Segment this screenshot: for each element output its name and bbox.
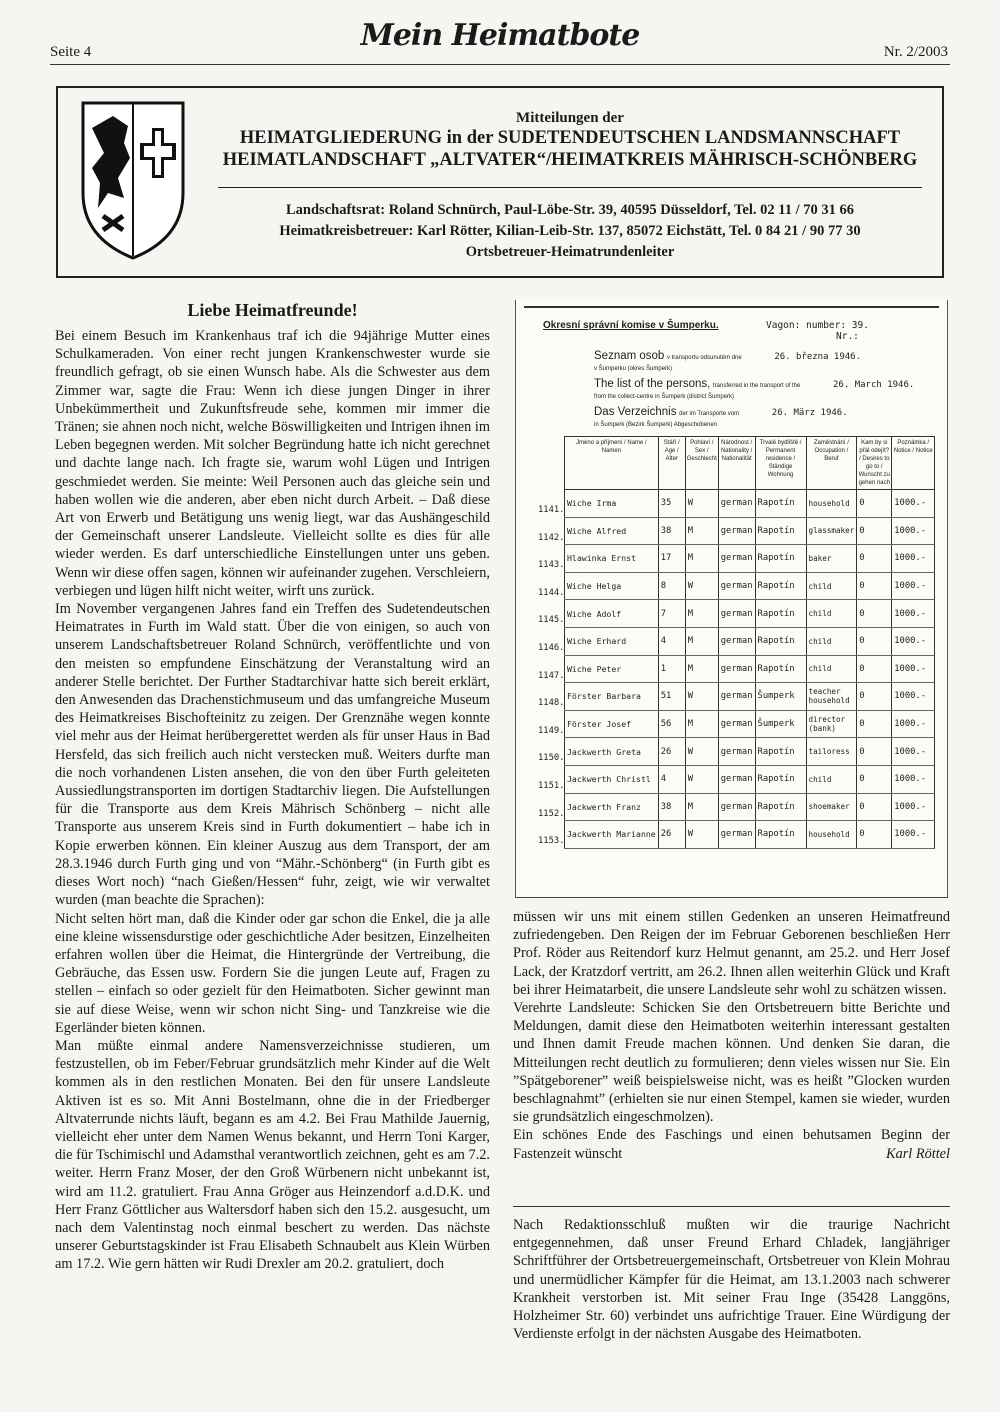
info-box-text	[208, 110, 932, 263]
cell-occ: child	[806, 600, 857, 628]
table-row	[565, 655, 935, 683]
cell-sex: W	[685, 821, 718, 849]
table-row	[565, 600, 935, 628]
coat-of-arms-icon	[78, 98, 188, 263]
scan-czech-note: v transportu odsunutém dne	[666, 355, 742, 361]
row-number: 1148.	[538, 698, 565, 709]
cell-res: Rapotín	[755, 572, 806, 600]
cell-note: 1000.-	[892, 600, 935, 628]
cell-occ: household	[806, 821, 857, 849]
cell-nat: german	[718, 627, 755, 655]
col-header-residence: Trvalé bydliště / Permanent residence / Ständige Wohnung	[755, 437, 806, 490]
info-line-5: Heimatkreisbetreuer: Karl Rötter, Kilian-Leib-Str. 137, 85072 Eichstätt, Tel. 0 84 21 / 90 77 30	[279, 223, 861, 239]
header-divider	[50, 64, 950, 65]
cell-sex: W	[685, 738, 718, 766]
scan-german-place: in Šumperk (Bezirk Šumperk) Abgeschobenen	[594, 422, 718, 428]
cell-name: Jackwerth Christl	[565, 765, 659, 793]
cell-sex: M	[685, 710, 718, 738]
row-number: 1142.	[538, 532, 565, 543]
table-row	[565, 765, 935, 793]
cell-res: Šumperk	[755, 683, 806, 711]
cell-name: Wiche Peter	[565, 655, 659, 683]
obituary-text: Nach Redaktionsschluß mußten wir die traurige Nachricht entgegennehmen, daß unser Freund Erhard Chladek, langjähriger Schriftführer der Ortsbetreuergemeinschaft, Ortsbetreuer von Klein Mohrau und unermüdlicher Kämpfer für die Heimat, am 13.1.2003 nach schwerer Krankheit verstorben ist. Mit seiner Frau Inge (35428 Langgöns, Holzheimer Str. 60) verbindet uns aufrichtige Trauer. Eine Würdigung der Verdienste erfolgt in der nächsten Ausgabe des Heimatboten.	[513, 1217, 950, 1343]
cell-nat: german	[718, 572, 755, 600]
scan-english-note: transferred in the transport of the	[712, 383, 801, 389]
cell-note: 1000.-	[892, 821, 935, 849]
cell-age: 8	[658, 572, 685, 600]
cell-nat: german	[718, 821, 755, 849]
scan-wagon-nr: Nr.:	[836, 331, 859, 342]
transport-table	[564, 436, 935, 849]
closing-line	[513, 1126, 950, 1162]
cell-res: Rapotín	[755, 517, 806, 545]
cell-sex: W	[685, 683, 718, 711]
signature-name: Karl Röttel	[886, 1145, 950, 1162]
cell-occ: tailoress	[806, 738, 857, 766]
cell-dest: 0	[857, 572, 892, 600]
article-paragraph: müssen wir uns mit einem stillen Gedenken an unseren Heimatfreund zufriedengeben. Den Reigen der im Februar Geborenen beschließen Herr Prof. Röder aus Reitendorf kurz Helmut genannt, am 25.2. und Herr Josef Lack, der Kratzdorf vertritt, am 26.2. Ihnen allen weiterhin Glück und Kraft bei ihrer Heimatarbeit, die unsere Landsleute sehr wohl zu schätzen wissen.	[513, 909, 950, 998]
cell-note: 1000.-	[892, 517, 935, 545]
cell-res: Rapotín	[755, 627, 806, 655]
cell-age: 35	[658, 490, 685, 518]
cell-age: 26	[658, 821, 685, 849]
cell-note: 1000.-	[892, 683, 935, 711]
cell-occ: glassmaker	[806, 517, 857, 545]
cell-occ: child	[806, 655, 857, 683]
page-number: Seite 4	[50, 44, 92, 60]
cell-age: 4	[658, 627, 685, 655]
article-paragraph: Man müßte einmal andere Namensverzeichnisse studieren, um festzustellen, ob im Feber/Februar grundsätzlich mehr Kinder auf die Welt kommen als in den restlichen Monaten. Bei den für unsere Landsleute Aktiven ist es so. Mit Anni Bostelmann, ohne die in der Friedberger Altvaterrunde nichts läuft, begann es am 4.2. Bei Frau Mathilde Jauernig, vielleicht eher unter dem Namen Wenus bekannt, und Herrn Toni Karger, die für Tschimischl und Adamsthal verantwortlich zeichnen, geht es am 7.2. weiter. Herrn Franz Moser, der den Groß Würbenern nicht unbekannt ist, wird am 11.2. gratuliert. Frau Anna Gröger aus Heinzendorf a.d.D.K. und Herr Franz Göttlicher aus Waltersdorf haben sich den 15.2. ausgesucht, um nach dem Valentinstag noch einmal beschert zu werden. Das nächste unserer Geburtstagskinder ist Frau Elisabeth Schnaubelt aus Klein Würben am 17.2. Wie gern hätten wir Rudi Drexler am 20.2. gratuliert, doch	[55, 1037, 490, 1273]
cell-res: Rapotín	[755, 738, 806, 766]
cell-age: 56	[658, 710, 685, 738]
row-number: 1141.	[538, 505, 565, 515]
cell-dest: 0	[857, 683, 892, 711]
col-header-sex: Pohlaví / Sex / Geschlecht	[685, 437, 718, 490]
cell-res: Šumperk	[755, 710, 806, 738]
cell-name: Jackwerth Greta	[565, 738, 659, 766]
cell-nat: german	[718, 517, 755, 545]
info-line-4: Landschaftsrat: Roland Schnürch, Paul-Löbe-Str. 39, 40595 Düsseldorf, Tel. 02 11 / 70 31 66	[286, 202, 854, 218]
table-row	[565, 683, 935, 711]
cell-note: 1000.-	[892, 490, 935, 518]
cell-sex: M	[685, 545, 718, 573]
scan-german-heading: Das Verzeichnis	[594, 406, 677, 418]
cell-occ: child	[806, 572, 857, 600]
cell-name: Wiche Erhard	[565, 627, 659, 655]
table-row	[565, 710, 935, 738]
col-header-occupation: Zaměstnání / Occupation / Beruf	[806, 437, 857, 490]
cell-dest: 0	[857, 738, 892, 766]
article-paragraph: Bei einem Besuch im Krankenhaus traf ich die 94jährige Mutter eines Schulkameraden. Von einer recht jungen Krankenschwester wurde sie freundlich gefragt, ob sie einen Wunsch habe. Als die Schwester aus dem Zimmer war, sagte die Frau: Wenn ich diese jungen Dinger in ihrer Unbekümmertheit und Zukunftsfreude sehe, kommen mir immer die Tränen; sie ahnen noch nicht, welche Böswilligkeiten und Intrigen ihnen im Leben begegnen werden. Mit solcher Begründung hatte ich nicht gerechnet und dachte lange nach. Ich fragte sie, warum wohl Lügen und Intrigen geschmiedet werden. Sie meinte: Weil Personen auch das gleiche sein und haben wollen wie die anderen, aber eben nicht durch Arbeit. – Daß diese Art von Erwerb und Betätigung uns wenig liegt, war das Aushängeschild der Gemeinschaft unserer Landsleute. Vielleicht sollte es dies für alle wieder werden. Es darf unterschiedliche Einstellungen unter uns geben. Wenn wir diese offen sagen, können wir aufeinander zugehen. Verschleiern, verbiegen und lügen hilft nicht weiter, wirft uns zurück.	[55, 328, 490, 599]
cell-dest: 0	[857, 545, 892, 573]
col-header-nationality: Národnost / Nationality / Nationalität	[718, 437, 755, 490]
cell-dest: 0	[857, 490, 892, 518]
cell-name: Wiche Helga	[565, 572, 659, 600]
row-number: 1151.	[538, 781, 565, 791]
cell-res: Rapotín	[755, 490, 806, 518]
row-number: 1145.	[538, 615, 565, 626]
cell-dest: 0	[857, 710, 892, 738]
table-row	[565, 517, 935, 545]
cell-res: Rapotín	[755, 793, 806, 821]
cell-occ: household	[806, 490, 857, 518]
info-line-3: HEIMATLANDSCHAFT „ALTVATER“/HEIMATKREIS MÄHRISCH-SCHÖNBERG	[222, 150, 918, 170]
cell-age: 1	[658, 655, 685, 683]
masthead-title: Mein Heimatbote	[360, 18, 640, 53]
col-header-destination: Kam by si přál odejít? / Desires to go to / Wunscht zu gehen nach	[857, 437, 892, 490]
cell-age: 4	[658, 765, 685, 793]
info-line-2: HEIMATGLIEDERUNG in der SUDETENDEUTSCHEN LANDSMANNSCHAFT	[239, 128, 901, 148]
cell-note: 1000.-	[892, 793, 935, 821]
cell-dest: 0	[857, 765, 892, 793]
closing-text: Ein schönes Ende des Faschings und einen behutsamen Beginn der Fastenzeit wünscht	[513, 1127, 950, 1162]
table-row	[565, 545, 935, 573]
scan-english-date: 26. March 1946.	[833, 380, 915, 390]
cell-nat: german	[718, 655, 755, 683]
cell-age: 38	[658, 793, 685, 821]
article-paragraph: Nicht selten hört man, daß die Kinder oder gar schon die Enkel, die ja alle eine kleine wissensdurstige oder geschichtliche Ader besitzen, Einzelheiten erfahren wollen über die Heimat, die Hintergründe der Vertreibung, die Gebräuche, das Essen usw. Fordern Sie die jungen Leute auf, Fragen zu stellen – einfach so oder gezielt für den Heimatboten. Sicher gewinnt man sie auf diese Weise, wenn wir schon nicht Sing- und Tanzkreise wie die Egerländer bieten können.	[55, 910, 490, 1036]
info-box	[56, 86, 944, 278]
scan-czech-title	[594, 350, 934, 373]
scan-czech-heading: Seznam osob	[594, 350, 665, 362]
cell-sex: W	[685, 765, 718, 793]
row-number: 1150.	[538, 753, 565, 764]
cell-dest: 0	[857, 517, 892, 545]
cell-occ: director (bank)	[806, 710, 857, 738]
row-number: 1147.	[538, 670, 565, 681]
cell-occ: child	[806, 627, 857, 655]
cell-note: 1000.-	[892, 655, 935, 683]
row-number: 1143.	[538, 560, 565, 571]
scan-english-place: from the collect-centre in Šumperk (district Šumperk)	[594, 394, 735, 400]
article-paragraph: Verehrte Landsleute: Schicken Sie den Ortsbetreuern bitte Berichte und Meldungen, damit diese den Heimatboten weiterhin interessant gestalten und Ihnen damit Freude machen können. Und denken Sie daran, die Mitteilungen recht deutlich zu formulieren; denn vieles wissen nur Sie. Ein ”Spätgeborener” weiß beispielsweise nicht, was es heißt ”Glocken wurden beschlagnahmt” (erhielten sie nur einen Stempel, kamen sie wieder, wurden sie grundsätzlich eingeschmolzen).	[513, 1000, 950, 1126]
row-number: 1152.	[538, 808, 565, 819]
cell-res: Rapotín	[755, 655, 806, 683]
cell-name: Wiche Adolf	[565, 600, 659, 628]
row-number: 1153.	[538, 836, 565, 847]
cell-res: Rapotín	[755, 821, 806, 849]
cell-name: Jackwerth Franz	[565, 793, 659, 821]
transport-table-body	[565, 490, 935, 849]
cell-nat: german	[718, 738, 755, 766]
cell-name: Hlawinka Ernst	[565, 545, 659, 573]
col-header-age: Stáří / Age / Alter	[658, 437, 685, 490]
cell-age: 26	[658, 738, 685, 766]
scan-wagon	[766, 320, 869, 342]
obituary-divider	[513, 1206, 950, 1207]
cell-sex: M	[685, 600, 718, 628]
article-left-column	[55, 300, 490, 1274]
cell-name: Wiche Alfred	[565, 517, 659, 545]
cell-nat: german	[718, 793, 755, 821]
cell-nat: german	[718, 600, 755, 628]
cell-occ: baker	[806, 545, 857, 573]
cell-name: Wiche Irma	[565, 490, 659, 518]
scan-top-rule	[524, 306, 939, 308]
article-paragraph: Im November vergangenen Jahres fand ein Treffen des Sudetendeutschen Heimatrates in Furth im Wald statt. Über die von einigen, so auch von unserem Landschaftsbetreuer Roland Schnürch, veröffentlichte und von den meisten so empfundene Einschätzung der Veranstaltung wird an anderer Stelle berichtet. Der Further Stadtarchivar hatte sich bereit erklärt, den Anwesenden das Drachenstichmuseum und das umfangreiche Museum des Heimatkreises Bischofteinitz zu zeigen. Der Grenznähe wegen konnte viel mehr aus der Heimat herübergerettet werden als für unser Haus in Bad Hersfeld, das sich freilich auch nicht verstecken muß. Weiters durfte man die noch vorhandenen Listen ansehen, die von den über Furth geleiteten Aussiedlungstransporten im dortigen Stadtarchiv liegen. Die Aufstellungen für die Transporte aus dem Kreis Mährisch Schönberg – nicht alle Transporte aus unserem Kreis sind in Furth dokumentiert – habe ich in Kopie erwerben können. Ein kleiner Auszug aus dem Transport, der am 28.3.1946 durch Furth ging und von “Mähr.-Schönberg“ (in Furth gibt es dieses Wort noch) “nach Gießen/Hessen“ fuhr, zeigt, wie wir verwaltet wurden (man beachte die Sprachen):	[55, 601, 490, 909]
cell-nat: german	[718, 710, 755, 738]
cell-dest: 0	[857, 793, 892, 821]
cell-sex: M	[685, 793, 718, 821]
cell-res: Rapotín	[755, 545, 806, 573]
cell-note: 1000.-	[892, 738, 935, 766]
cell-dest: 0	[857, 627, 892, 655]
cell-nat: german	[718, 683, 755, 711]
scan-english-title	[594, 378, 934, 401]
scan-czech-date: 26. března 1946.	[774, 352, 862, 362]
cell-res: Rapotín	[755, 765, 806, 793]
col-header-name: Jméno a příjmení / Name / Namen	[565, 437, 659, 490]
article-heading: Liebe Heimatfreunde!	[187, 300, 358, 320]
cell-dest: 0	[857, 655, 892, 683]
cell-note: 1000.-	[892, 710, 935, 738]
cell-name: Jackwerth Marianne	[565, 821, 659, 849]
cell-name: Förster Josef	[565, 710, 659, 738]
cell-occ: teacher household	[806, 683, 857, 711]
cell-nat: german	[718, 765, 755, 793]
cell-sex: W	[685, 572, 718, 600]
scan-german-title	[594, 406, 934, 429]
cell-sex: M	[685, 627, 718, 655]
table-row	[565, 793, 935, 821]
cell-age: 38	[658, 517, 685, 545]
table-row	[565, 738, 935, 766]
cell-nat: german	[718, 490, 755, 518]
row-number: 1149.	[538, 725, 565, 736]
cell-age: 7	[658, 600, 685, 628]
row-number: 1146.	[538, 643, 565, 653]
cell-nat: german	[718, 545, 755, 573]
cell-age: 17	[658, 545, 685, 573]
cell-name: Förster Barbara	[565, 683, 659, 711]
info-line-1: Mitteilungen der	[516, 110, 624, 126]
issue-number: Nr. 2/2003	[883, 44, 948, 60]
transport-list-scan	[515, 300, 948, 898]
table-row	[565, 821, 935, 849]
info-line-6: Ortsbetreuer-Heimatrundenleiter	[465, 244, 675, 260]
cell-sex: M	[685, 655, 718, 683]
cell-age: 51	[658, 683, 685, 711]
scan-wagon-label: Vagon: number: 39.	[766, 320, 869, 331]
cell-sex: W	[685, 490, 718, 518]
cell-occ: child	[806, 765, 857, 793]
info-divider	[218, 187, 922, 188]
row-number: 1144.	[538, 587, 565, 598]
scan-german-note: der im Transporte vom	[679, 411, 740, 417]
article-right-column	[513, 908, 950, 1163]
cell-dest: 0	[857, 600, 892, 628]
scan-czech-place: v Šumperku (okres Šumperk)	[594, 366, 673, 372]
scan-german-date: 26. März 1946.	[771, 408, 848, 418]
table-row	[565, 490, 935, 518]
cell-res: Rapotín	[755, 600, 806, 628]
cell-note: 1000.-	[892, 572, 935, 600]
table-row	[565, 627, 935, 655]
scan-english-heading: The list of the persons,	[594, 378, 711, 390]
cell-occ: shoemaker	[806, 793, 857, 821]
cell-sex: M	[685, 517, 718, 545]
table-row	[565, 572, 935, 600]
cell-note: 1000.-	[892, 765, 935, 793]
col-header-notice: Poznámka / Notice / Notice	[892, 437, 935, 490]
cell-note: 1000.-	[892, 627, 935, 655]
scan-office: Okresní správní komise v Šumperku.	[543, 320, 719, 331]
obituary-notice	[513, 1216, 950, 1343]
cell-note: 1000.-	[892, 545, 935, 573]
cell-dest: 0	[857, 821, 892, 849]
